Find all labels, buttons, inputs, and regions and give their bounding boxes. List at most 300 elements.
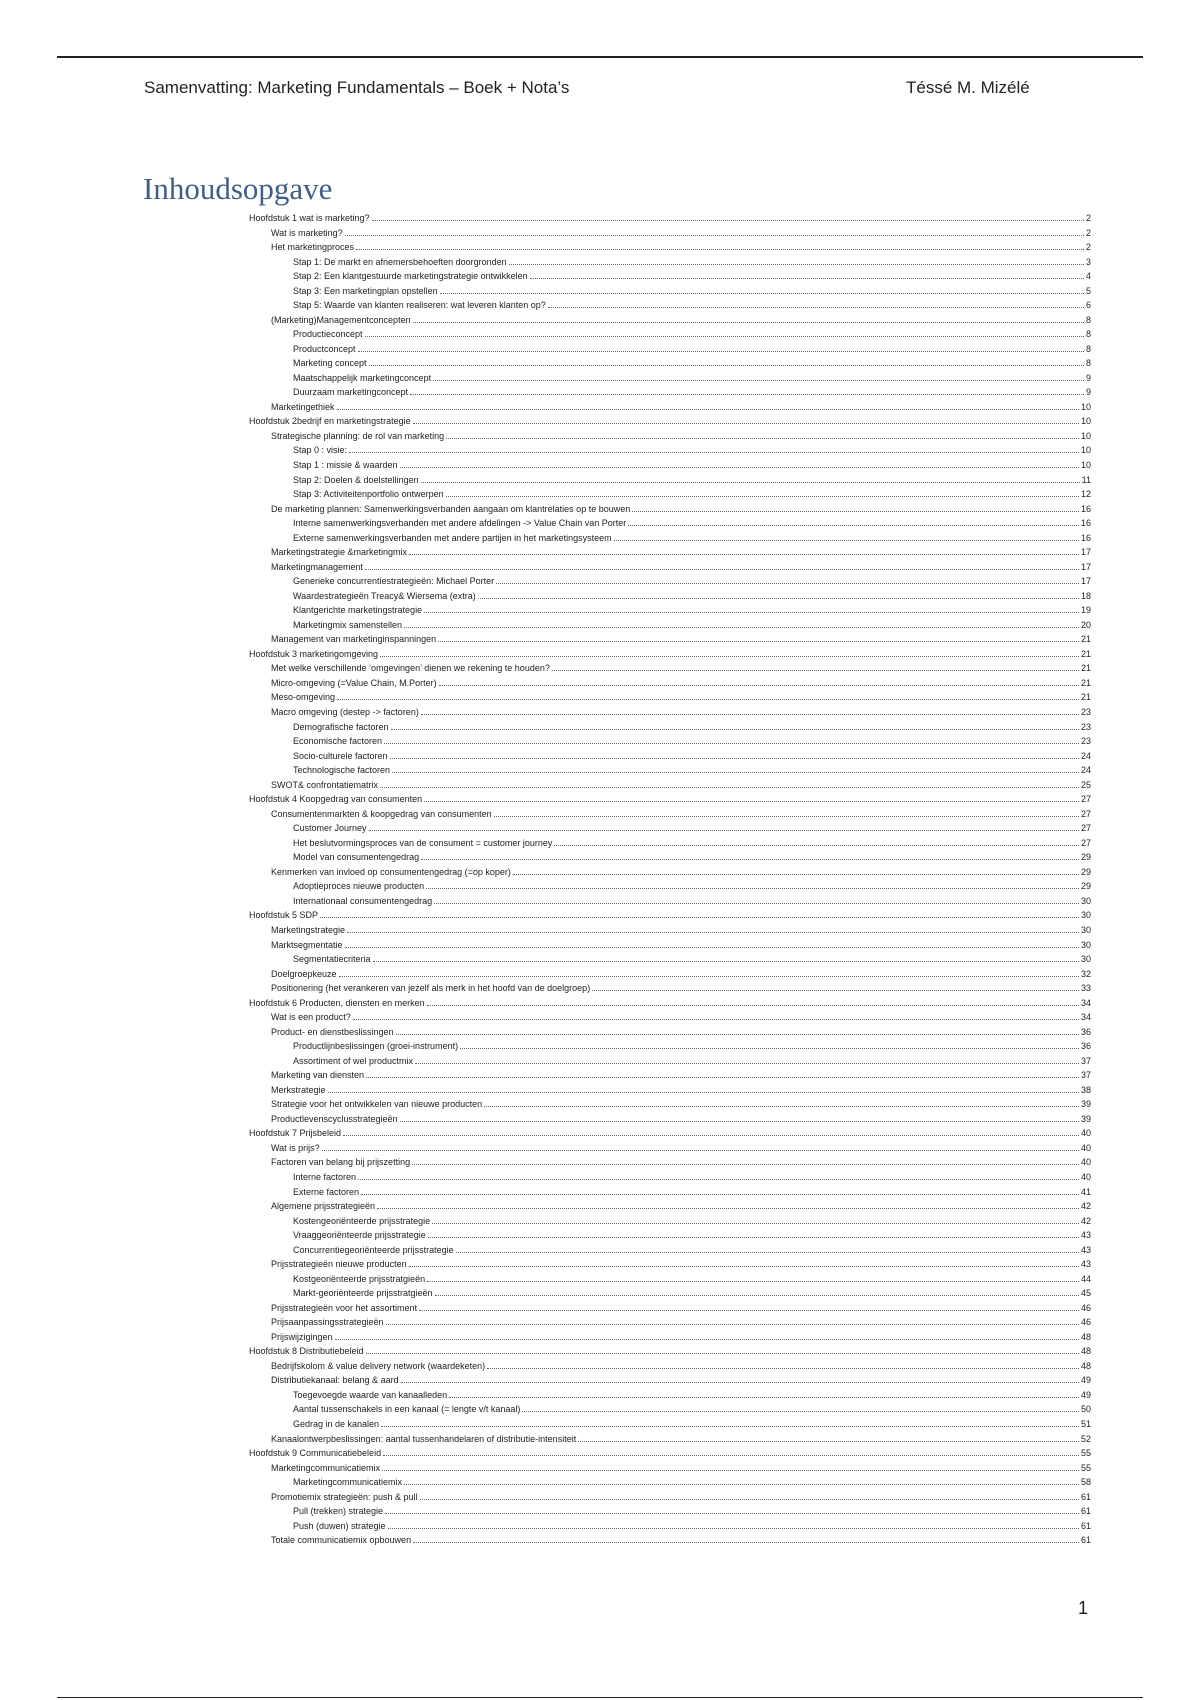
toc-entry[interactable]	[293, 1388, 1091, 1403]
toc-entry-title: Promotiemix strategieën: push & pull	[271, 1491, 418, 1502]
toc-entry[interactable]	[271, 502, 1091, 517]
toc-entry[interactable]	[271, 313, 1091, 328]
toc-leader-dots	[382, 1470, 1079, 1471]
toc-entry[interactable]	[293, 763, 1091, 778]
toc-leader-dots	[353, 1019, 1079, 1020]
toc-entry-title: Micro-omgeving (=Value Chain, M.Porter)	[271, 677, 437, 688]
toc-leader-dots	[433, 380, 1084, 381]
toc-entry[interactable]	[293, 720, 1091, 735]
toc-leader-dots	[320, 917, 1079, 918]
toc-entry[interactable]	[271, 1432, 1091, 1447]
toc-entry[interactable]	[271, 1315, 1091, 1330]
toc-entry-page: 39	[1080, 1099, 1091, 1110]
toc-leader-dots	[494, 816, 1079, 817]
toc-entry[interactable]	[249, 1446, 1091, 1461]
toc-entry-page: 49	[1080, 1375, 1091, 1386]
toc-entry-title: Management van marketinginspanningen	[271, 634, 437, 645]
toc-entry-title: De marketing plannen: Samenwerkingsverbanden aangaan om klantrelaties op te bouwen	[271, 503, 631, 514]
toc-entry-title: Marketingcommunicatiemix	[293, 1477, 403, 1488]
toc-entry-page: 55	[1080, 1462, 1091, 1473]
toc-leader-dots	[400, 467, 1079, 468]
toc-entry-title: Model van consumentengedrag	[293, 852, 420, 863]
toc-leader-dots	[427, 1005, 1079, 1006]
toc-entry[interactable]	[293, 458, 1091, 473]
toc-entry[interactable]	[271, 1199, 1091, 1214]
toc-entry-title: Markt-georiënteerde prijsstratgieën	[293, 1288, 433, 1299]
toc-entry-page: 27	[1080, 823, 1091, 834]
toc-entry-title: Interne samenwerkingsverbanden met andere afdelingen -> Value Chain van Porter	[293, 518, 627, 529]
toc-entry[interactable]	[271, 429, 1091, 444]
toc-entry[interactable]	[271, 690, 1091, 705]
toc-leader-dots	[388, 1528, 1079, 1529]
toc-entry-title: Vraaggeoriënteerde prijsstrategie	[293, 1230, 426, 1241]
toc-leader-dots	[426, 888, 1079, 889]
toc-entry[interactable]	[271, 1097, 1091, 1112]
toc-entry[interactable]	[271, 1373, 1091, 1388]
toc-entry[interactable]	[271, 1025, 1091, 1040]
toc-entry-page: 44	[1080, 1273, 1091, 1284]
toc-entry[interactable]	[293, 1243, 1091, 1258]
toc-entry[interactable]	[293, 879, 1091, 894]
toc-entry-page: 43	[1080, 1230, 1091, 1241]
toc-entry-title: Stap 3: Een marketingplan opstellen	[293, 285, 438, 296]
toc-entry[interactable]	[293, 574, 1091, 589]
toc-leader-dots	[415, 1063, 1079, 1064]
toc-entry-page: 61	[1080, 1506, 1091, 1517]
toc-entry-title: Prijsstrategieën nieuwe producten	[271, 1259, 407, 1270]
toc-leader-dots	[513, 874, 1079, 875]
toc-entry[interactable]	[271, 1155, 1091, 1170]
toc-entry-title: Push (duwen) strategie	[293, 1520, 386, 1531]
toc-entry[interactable]	[293, 1519, 1091, 1534]
toc-entry-title: Demografische factoren	[293, 721, 389, 732]
toc-entry-title: Consumentenmarkten & koopgedrag van consumenten	[271, 808, 492, 819]
toc-entry-page: 21	[1080, 663, 1091, 674]
toc-entry[interactable]	[271, 1301, 1091, 1316]
author-name: Téssé M. Mizélé	[906, 78, 1030, 97]
toc-leader-dots	[383, 1455, 1079, 1456]
toc-entry-title: Marketingmix samenstellen	[293, 619, 403, 630]
toc-entry-page: 17	[1080, 561, 1091, 572]
toc-entry[interactable]	[293, 821, 1091, 836]
toc-leader-dots	[400, 1121, 1079, 1122]
toc-entry[interactable]	[271, 676, 1091, 691]
toc-entry[interactable]	[293, 894, 1091, 909]
toc-leader-dots	[614, 540, 1079, 541]
toc-entry-title: Marketingstrategie	[271, 924, 346, 935]
toc-entry-page: 16	[1080, 503, 1091, 514]
toc-leader-dots	[632, 511, 1079, 512]
toc-entry-page: 48	[1080, 1360, 1091, 1371]
toc-leader-dots	[404, 1484, 1079, 1485]
toc-entry-page: 21	[1080, 677, 1091, 688]
toc-entry[interactable]	[271, 400, 1091, 415]
toc-entry[interactable]	[293, 516, 1091, 531]
toc-entry-title: Stap 2: Doelen & doelstellingen	[293, 474, 419, 485]
toc-leader-dots	[390, 758, 1079, 759]
toc-entry-title: Doelgroepkeuze	[271, 968, 337, 979]
toc-entry[interactable]	[271, 1490, 1091, 1505]
toc-leader-dots	[392, 772, 1079, 773]
toc-entry[interactable]	[271, 807, 1091, 822]
toc-entry[interactable]	[271, 981, 1091, 996]
toc-entry[interactable]	[293, 473, 1091, 488]
toc-entry-title: Hoofdstuk 4 Koopgedrag van consumenten	[249, 794, 423, 805]
toc-leader-dots	[369, 365, 1084, 366]
toc-leader-dots	[345, 947, 1079, 948]
toc-entry-title: Marketingcommunicatiemix	[271, 1462, 381, 1473]
toc-entry[interactable]	[271, 226, 1091, 241]
toc-entry-title: Socio-culturele factoren	[293, 750, 388, 761]
toc-entry-title: Toegevoegde waarde van kanaalleden	[293, 1389, 448, 1400]
toc-entry[interactable]	[249, 414, 1091, 429]
toc-entry-title: Stap 5: Waarde van klanten realiseren: wat leveren klanten op?	[293, 300, 546, 311]
toc-leader-dots	[337, 699, 1079, 700]
toc-leader-dots	[335, 1339, 1079, 1340]
toc-entry-page: 38	[1080, 1084, 1091, 1095]
toc-entry-page: 23	[1080, 707, 1091, 718]
toc-entry-title: Stap 1 : missie & waarden	[293, 460, 398, 470]
toc-entry[interactable]	[293, 1228, 1091, 1243]
toc-entry[interactable]	[293, 734, 1091, 749]
toc-entry-title: Aantal tussenschakels in een kanaal (= lengte v/t kanaal)	[293, 1404, 521, 1415]
toc-entry-title: Marketingethiek	[271, 401, 335, 412]
toc-entry[interactable]	[249, 908, 1091, 923]
toc-entry-title: Customer Journey	[293, 823, 367, 834]
toc-leader-dots	[432, 1223, 1079, 1224]
toc-leader-dots	[358, 1179, 1079, 1180]
toc-entry-title: Wat is marketing?	[271, 227, 343, 238]
toc-leader-dots	[345, 235, 1084, 236]
document-title: Samenvatting: Marketing Fundamentals – Boek + Nota’s	[144, 78, 570, 97]
toc-entry[interactable]	[271, 923, 1091, 938]
toc-entry-page: 40	[1080, 1157, 1091, 1168]
toc-leader-dots	[421, 482, 1080, 483]
toc-entry[interactable]	[293, 255, 1091, 270]
toc-leader-dots	[421, 714, 1079, 715]
toc-entry-page: 55	[1080, 1448, 1091, 1459]
toc-leader-dots	[385, 1513, 1079, 1514]
toc-entry-page: 25	[1080, 779, 1091, 790]
toc-leader-dots	[380, 787, 1079, 788]
toc-leader-dots	[509, 264, 1084, 265]
toc-entry-page: 61	[1080, 1520, 1091, 1531]
toc-entry-page: 40	[1080, 1128, 1091, 1139]
toc-entry-title: Marketingstrategie &marketingmix	[271, 547, 408, 558]
toc-entry[interactable]	[271, 1083, 1091, 1098]
toc-entry-title: Algemene prijsstrategieën	[271, 1201, 376, 1212]
toc-entry[interactable]	[249, 211, 1091, 226]
toc-entry[interactable]	[271, 1359, 1091, 1374]
toc-entry[interactable]	[293, 603, 1091, 618]
toc-entry[interactable]	[293, 1475, 1091, 1490]
toc-entry-title: Totale communicatiemix opbouwen	[271, 1535, 412, 1546]
toc-entry-title: Stap 0 : visie:	[293, 445, 348, 456]
toc-entry-page: 2	[1085, 213, 1091, 223]
toc-entry-page: 30	[1080, 910, 1091, 921]
toc-entry[interactable]	[271, 1068, 1091, 1083]
toc-entry-page: 18	[1080, 590, 1091, 601]
toc-leader-dots	[377, 1208, 1079, 1209]
toc-entry-page: 36	[1080, 1026, 1091, 1037]
toc-entry-title: Strategie voor het ontwikkelen van nieuwe producten	[271, 1099, 483, 1110]
toc-entry-title: Marketing van diensten	[271, 1070, 365, 1081]
toc-leader-dots	[552, 670, 1079, 671]
toc-entry-title: Waardestrategieën Treacy& Wiersema (extra)	[293, 590, 476, 601]
toc-entry-title: Strategische planning: de rol van marketing	[271, 430, 445, 441]
toc-leader-dots	[424, 612, 1079, 613]
toc-entry-page: 46	[1080, 1302, 1091, 1313]
toc-entry-page: 11	[1081, 474, 1091, 485]
toc-entry-title: Productieconcept	[293, 329, 363, 340]
toc-entry-title: Gedrag in de kanalen	[293, 1418, 380, 1429]
toc-entry-title: Wat is een product?	[271, 1012, 351, 1023]
toc-entry[interactable]	[293, 269, 1091, 284]
toc-entry-page: 27	[1080, 794, 1091, 805]
toc-leader-dots	[409, 1266, 1079, 1267]
toc-entry-title: Stap 3: Activiteitenportfolio ontwerpen	[293, 489, 444, 500]
toc-entry[interactable]	[271, 1112, 1091, 1127]
toc-entry-page: 42	[1080, 1215, 1091, 1226]
toc-entry[interactable]	[293, 1504, 1091, 1519]
toc-entry-page: 20	[1080, 619, 1091, 630]
toc-entry-title: Hoofdstuk 2bedrijf en marketingstrategie	[249, 416, 411, 427]
toc-entry[interactable]	[293, 618, 1091, 633]
toc-entry-page: 24	[1080, 765, 1091, 776]
toc-entry[interactable]	[293, 1286, 1091, 1301]
toc-leader-dots	[424, 801, 1079, 802]
toc-entry-title: Marketingmanagement	[271, 561, 364, 572]
toc-entry-page: 33	[1080, 983, 1091, 994]
toc-leader-dots	[478, 598, 1079, 599]
toc-leader-dots	[373, 961, 1079, 962]
toc-entry[interactable]	[271, 1141, 1091, 1156]
toc-leader-dots	[427, 1281, 1079, 1282]
toc-entry-page: 6	[1085, 300, 1091, 311]
toc-entry-title: Productconcept	[293, 343, 356, 354]
toc-entry[interactable]	[271, 1533, 1091, 1548]
toc-leader-dots	[356, 249, 1084, 250]
toc-leader-dots	[522, 1411, 1079, 1412]
toc-leader-dots	[391, 729, 1079, 730]
toc-entry-page: 19	[1080, 605, 1091, 616]
toc-entry-page: 5	[1085, 285, 1091, 296]
toc-entry[interactable]	[293, 487, 1091, 502]
toc-entry[interactable]	[293, 850, 1091, 865]
toc-leader-dots	[396, 1034, 1079, 1035]
toc-entry-title: Concurrentiegeoriënteerde prijsstrategie	[293, 1244, 454, 1255]
toc-entry-page: 43	[1080, 1259, 1091, 1270]
toc-entry[interactable]	[271, 661, 1091, 676]
toc-entry-page: 61	[1080, 1535, 1091, 1546]
toc-entry-title: Positionering (het verankeren van jezelf als merk in het hoofd van de doelgroep)	[271, 983, 591, 994]
toc-entry-page: 27	[1080, 808, 1091, 819]
toc-entry-title: Kenmerken van invloed op consumentengedrag (=op koper)	[271, 866, 511, 877]
toc-leader-dots	[343, 1135, 1079, 1136]
toc-entry[interactable]	[271, 705, 1091, 720]
toc-entry-title: Kostgeoriënteerde prijsstratgieën	[293, 1273, 426, 1284]
toc-entry-title: Bedrijfskolom & value delivery network (waardeketen)	[271, 1360, 486, 1371]
toc-entry[interactable]	[293, 1272, 1091, 1287]
toc-entry-page: 17	[1080, 547, 1091, 558]
toc-entry[interactable]	[249, 1126, 1091, 1141]
toc-entry[interactable]	[293, 1185, 1091, 1200]
toc-leader-dots	[347, 932, 1079, 933]
toc-entry-page: 3	[1085, 256, 1091, 267]
toc-entry[interactable]	[293, 1054, 1091, 1069]
toc-entry-title: Product- en dienstbeslissingen	[271, 1026, 394, 1037]
toc-entry-page: 8	[1085, 329, 1091, 340]
toc-entry-page: 10	[1080, 401, 1091, 412]
toc-entry-title: SWOT& confrontatiematrix	[271, 779, 379, 790]
toc-entry[interactable]	[271, 1330, 1091, 1345]
toc-entry[interactable]	[293, 836, 1091, 851]
toc-leader-dots	[446, 438, 1079, 439]
toc-entry[interactable]	[249, 996, 1091, 1011]
toc-entry-title: Marketing concept	[293, 358, 367, 369]
toc-entry-page: 10	[1080, 416, 1091, 427]
toc-entry-page: 23	[1080, 721, 1091, 732]
toc-entry-page: 30	[1080, 895, 1091, 906]
toc-entry-title: Pull (trekken) strategie	[293, 1506, 384, 1517]
toc-entry[interactable]	[293, 589, 1091, 604]
toc-entry[interactable]	[271, 560, 1091, 575]
toc-entry-page: 30	[1080, 954, 1091, 965]
toc-entry-page: 34	[1080, 1012, 1091, 1023]
toc-entry-page: 49	[1080, 1389, 1091, 1400]
toc-entry-title: Stap 2: Een klantgestuurde marketingstrategie ontwikkelen	[293, 271, 528, 282]
toc-entry-title: Hoofdstuk 1 wat is marketing?	[249, 213, 370, 223]
toc-entry[interactable]	[293, 385, 1091, 400]
toc-entry-page: 42	[1080, 1201, 1091, 1212]
toc-leader-dots	[434, 903, 1079, 904]
toc-entry[interactable]	[293, 284, 1091, 299]
toc-entry-title: Duurzaam marketingconcept	[293, 387, 409, 398]
toc-entry-page: 36	[1080, 1041, 1091, 1052]
toc-leader-dots	[628, 525, 1079, 526]
toc-entry[interactable]	[293, 443, 1091, 458]
toc-entry-title: Kostengeoriënteerde prijsstrategie	[293, 1215, 431, 1226]
toc-leader-dots	[530, 278, 1084, 279]
toc-leader-dots	[413, 423, 1079, 424]
toc-entry-page: 48	[1080, 1331, 1091, 1342]
toc-entry-page: 21	[1080, 634, 1091, 645]
toc-leader-dots	[592, 990, 1079, 991]
toc-entry-title: Distributiekanaal: belang & aard	[271, 1375, 399, 1386]
toc-leader-dots	[366, 1353, 1079, 1354]
toc-entry-page: 32	[1080, 968, 1091, 979]
toc-leader-dots	[420, 1499, 1079, 1500]
toc-entry-title: (Marketing)Managementconcepten	[271, 314, 411, 325]
toc-entry[interactable]	[271, 545, 1091, 560]
toc-entry[interactable]	[293, 342, 1091, 357]
toc-entry-page: 46	[1080, 1317, 1091, 1328]
toc-entry[interactable]	[293, 371, 1091, 386]
toc-entry[interactable]	[271, 1010, 1091, 1025]
toc-entry[interactable]	[293, 749, 1091, 764]
toc-leader-dots	[446, 496, 1079, 497]
toc-entry-title: Hoofdstuk 7 Prijsbeleid	[249, 1128, 342, 1139]
toc-entry[interactable]	[293, 356, 1091, 371]
toc-entry-page: 23	[1080, 736, 1091, 747]
toc-leader-dots	[384, 743, 1079, 744]
toc-leader-dots	[419, 1310, 1079, 1311]
toc-leader-dots	[401, 1382, 1079, 1383]
toc-leader-dots	[449, 1397, 1079, 1398]
toc-entry-title: Marktsegmentatie	[271, 939, 343, 950]
toc-entry-title: Factoren van belang bij prijszetting	[271, 1157, 411, 1168]
toc-entry-page: 39	[1080, 1113, 1091, 1124]
toc-entry-title: Adoptieproces nieuwe producten	[293, 881, 425, 892]
toc-entry-title: Interne factoren	[293, 1171, 357, 1182]
toc-entry[interactable]	[293, 327, 1091, 342]
toc-entry-title: Kanaalontwerpbeslissingen: aantal tussenhandelaren of distributie-intensiteit	[271, 1433, 577, 1444]
toc-entry-title: Productlevenscyclusstrategieën	[271, 1113, 398, 1124]
toc-entry[interactable]	[271, 1257, 1091, 1272]
toc-entry-title: Prijsaanpassingsstrategieën	[271, 1317, 384, 1328]
toc-entry-page: 58	[1080, 1477, 1091, 1488]
toc-entry[interactable]	[293, 1170, 1091, 1185]
toc-entry[interactable]	[293, 1402, 1091, 1417]
toc-entry[interactable]	[293, 1039, 1091, 1054]
toc-entry[interactable]	[293, 531, 1091, 546]
toc-entry[interactable]	[249, 792, 1091, 807]
toc-heading: Inhoudsopgave	[143, 171, 333, 206]
toc-leader-dots	[372, 220, 1084, 221]
toc-entry-page: 29	[1080, 881, 1091, 892]
toc-entry-page: 21	[1080, 692, 1091, 703]
toc-entry[interactable]	[249, 647, 1091, 662]
toc-leader-dots	[428, 1237, 1079, 1238]
toc-entry-title: Hoofdstuk 6 Producten, diensten en merken	[249, 997, 425, 1008]
toc-entry-page: 30	[1080, 924, 1091, 935]
toc-entry-title: Productlijnbeslissingen (groei-instrument)	[293, 1041, 459, 1052]
toc-entry[interactable]	[271, 938, 1091, 953]
toc-leader-dots	[413, 1542, 1079, 1543]
toc-entry[interactable]	[271, 240, 1091, 255]
toc-leader-dots	[578, 1441, 1079, 1442]
toc-entry[interactable]	[271, 778, 1091, 793]
toc-entry-page: 8	[1085, 314, 1091, 325]
toc-entry-page: 37	[1080, 1055, 1091, 1066]
toc-entry-title: Segmentatiecriteria	[293, 954, 371, 965]
toc-entry[interactable]	[271, 865, 1091, 880]
toc-entry-title: Internationaal consumentengedrag	[293, 895, 433, 906]
toc-entry-title: Hoofdstuk 5 SDP	[249, 910, 319, 921]
toc-entry[interactable]	[293, 298, 1091, 313]
toc-entry-page: 43	[1080, 1244, 1091, 1255]
toc-entry-title: Externe factoren	[293, 1186, 360, 1197]
toc-entry[interactable]	[293, 1214, 1091, 1229]
toc-entry-title: Generieke concurrentiestrategieën: Michael Porter	[293, 576, 495, 587]
toc-leader-dots	[361, 1194, 1079, 1195]
toc-entry[interactable]	[249, 1344, 1091, 1359]
toc-leader-dots	[440, 293, 1084, 294]
toc-entry[interactable]	[271, 1461, 1091, 1476]
toc-entry[interactable]	[271, 632, 1091, 647]
toc-entry[interactable]	[293, 952, 1091, 967]
toc-entry-page: 10	[1080, 430, 1091, 441]
toc-entry[interactable]	[271, 967, 1091, 982]
toc-entry-page: 8	[1085, 343, 1091, 354]
toc-entry[interactable]	[293, 1417, 1091, 1432]
toc-leader-dots	[409, 554, 1079, 555]
toc-entry-page: 21	[1080, 648, 1091, 659]
toc-entry-page: 37	[1080, 1070, 1091, 1081]
toc-leader-dots	[456, 1252, 1079, 1253]
toc-leader-dots	[484, 1106, 1079, 1107]
toc-leader-dots	[439, 685, 1079, 686]
